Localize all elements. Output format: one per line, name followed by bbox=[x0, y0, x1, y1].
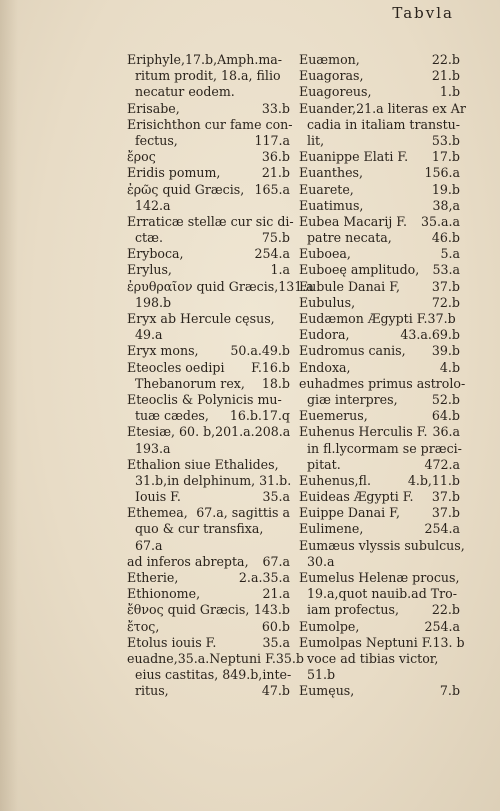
index-entry bbox=[127, 538, 290, 554]
index-entry-reference: 33.b bbox=[261, 100, 290, 116]
index-entry-reference: 35.a bbox=[262, 634, 290, 650]
index-entry bbox=[127, 441, 290, 457]
index-entry-text: Erraticæ stellæ cur sic di- bbox=[127, 213, 294, 229]
index-entry-text: 198.b bbox=[135, 294, 172, 310]
index-entry bbox=[299, 68, 460, 84]
index-entry-text: Euboeę amplitudo, bbox=[299, 262, 420, 278]
index-entry-reference: 21.b bbox=[261, 165, 290, 181]
index-entry bbox=[127, 198, 290, 214]
index-entry bbox=[127, 619, 290, 635]
index-entry bbox=[299, 634, 465, 651]
index-entry-text: voce ad tibias victor, bbox=[307, 650, 439, 666]
index-entry-text: Euboea, bbox=[299, 246, 351, 262]
index-entry bbox=[299, 262, 460, 278]
index-entry bbox=[299, 392, 460, 408]
index-entry-reference bbox=[465, 538, 469, 554]
index-entry-text: Euagoreus, bbox=[299, 84, 372, 100]
index-entry-reference: 254.a bbox=[424, 618, 460, 634]
index-entry bbox=[299, 505, 460, 521]
index-entry bbox=[127, 230, 290, 246]
index-entry bbox=[299, 100, 466, 117]
index-entry bbox=[127, 278, 314, 295]
index-entry-text: in fl.lycormam se præci- bbox=[307, 440, 462, 456]
index-entry-text: Eteocles oedipi bbox=[127, 359, 225, 375]
index-entry-text: eius castitas, 849.b,inte- bbox=[135, 667, 292, 683]
index-entry-reference bbox=[456, 311, 460, 327]
index-entry-text: Euemerus, bbox=[299, 408, 368, 424]
index-entry-text: Euhenus Herculis F. bbox=[299, 424, 428, 440]
index-entry-text: cadia in italiam transtu- bbox=[307, 116, 461, 132]
index-entry-reference bbox=[457, 586, 461, 602]
index-entry-reference: 35.a.a bbox=[420, 213, 460, 229]
index-entry-reference: 143.b bbox=[253, 602, 290, 618]
index-entry bbox=[299, 586, 460, 602]
index-entry-reference: 156.a bbox=[424, 165, 460, 181]
index-entry-reference bbox=[286, 295, 290, 311]
index-entry bbox=[127, 667, 290, 683]
index-entry-reference: 22.b bbox=[431, 52, 460, 67]
index-entry-reference: F.16.b bbox=[251, 359, 290, 375]
index-entry-reference: 17.b bbox=[431, 149, 460, 165]
index-entry-text: Eryx ab Hercule cęsus, bbox=[127, 311, 275, 326]
index-entry-reference: 36.a bbox=[432, 424, 460, 440]
index-entry bbox=[127, 101, 290, 117]
index-entry-reference: 53.b bbox=[431, 132, 460, 148]
index-entry bbox=[299, 327, 460, 343]
index-entry bbox=[299, 360, 460, 376]
index-entry-text: 31.b,in delphinum, 31.b. bbox=[135, 472, 292, 488]
index-entry-reference bbox=[286, 457, 290, 473]
index-entry-reference: 67.a bbox=[262, 553, 290, 569]
index-entry bbox=[127, 68, 290, 84]
index-entry-reference bbox=[456, 651, 460, 667]
index-entry bbox=[127, 505, 290, 521]
index-entry-reference: 117.a bbox=[254, 132, 290, 148]
index-entry-text: Eumelus Helenæ procus, bbox=[299, 570, 460, 585]
index-column-right bbox=[299, 52, 466, 700]
index-entry bbox=[299, 457, 460, 473]
index-entry bbox=[299, 182, 460, 198]
index-entry bbox=[299, 52, 460, 68]
index-entry-text: ἐρῶς quid Græcis, bbox=[127, 181, 245, 197]
index-entry bbox=[127, 554, 290, 570]
index-entry-text: Etherie, bbox=[127, 570, 179, 585]
index-entry bbox=[127, 52, 290, 68]
index-entry-text: Eriphyle,17.b,Amph.ma- bbox=[127, 52, 283, 67]
index-entry bbox=[127, 683, 290, 699]
index-entry bbox=[127, 213, 294, 230]
index-entry bbox=[299, 537, 465, 554]
index-entry-text: Euæmon, bbox=[299, 52, 360, 67]
index-entry-text: 67.a bbox=[135, 537, 163, 553]
index-entry-reference: 37.b bbox=[431, 278, 460, 294]
index-entry-reference bbox=[286, 392, 290, 408]
index-entry-reference bbox=[459, 570, 463, 586]
index-entry-reference bbox=[462, 441, 466, 457]
index-entry-reference bbox=[291, 473, 295, 489]
index-entry bbox=[299, 554, 460, 570]
index-entry bbox=[299, 246, 460, 262]
index-entry bbox=[299, 489, 460, 505]
index-entry-text: Thebanorum rex, bbox=[135, 375, 245, 391]
index-entry-reference bbox=[286, 68, 290, 84]
index-entry bbox=[299, 133, 460, 149]
index-entry-text: necatur eodem. bbox=[135, 84, 235, 100]
index-entry-reference bbox=[294, 214, 298, 230]
index-entry-reference: 67.a, sagittis a bbox=[196, 505, 290, 521]
index-entry-text: ἔθνος quid Græcis, bbox=[127, 602, 250, 618]
index-entry-reference: 50.a.49.b bbox=[230, 343, 290, 359]
index-entry bbox=[127, 473, 290, 489]
index-entry-reference bbox=[466, 101, 470, 117]
index-entry bbox=[299, 198, 460, 214]
index-entry-text: Euagoras, bbox=[299, 68, 364, 84]
index-entry-text: 142.a bbox=[135, 197, 171, 213]
index-entry-text: 193.a bbox=[135, 440, 171, 456]
index-entry-reference bbox=[456, 667, 460, 683]
index-entry bbox=[127, 149, 290, 165]
index-entry bbox=[127, 635, 290, 651]
index-entry-text: 49.a bbox=[135, 327, 163, 343]
index-entry-reference: 254.a bbox=[424, 521, 460, 537]
index-entry-reference bbox=[286, 538, 290, 554]
index-entry bbox=[299, 279, 460, 295]
index-entry-reference: 254.a bbox=[254, 246, 290, 262]
index-entry-text: euhadmes primus astrolo- bbox=[299, 375, 466, 391]
index-entry-text: Euhenus,fl. bbox=[299, 472, 371, 488]
index-entry-reference: 37.b bbox=[431, 489, 460, 505]
index-entry bbox=[299, 651, 460, 667]
index-entry-text: Erylus, bbox=[127, 262, 172, 278]
index-entry-text: euadne,35.a.Neptuni F.35.b bbox=[127, 650, 304, 666]
index-entry-text: Ethalion siue Ethalides, bbox=[127, 456, 279, 472]
index-entry-text: Eubule Danai F, bbox=[299, 278, 400, 294]
index-entry bbox=[127, 457, 290, 473]
index-entry-text: Eumæus vlyssis subulcus, bbox=[299, 537, 465, 553]
index-entry-reference bbox=[286, 198, 290, 214]
index-entry bbox=[299, 149, 460, 165]
index-entry bbox=[299, 311, 460, 327]
index-entry-text: Ethemea, bbox=[127, 505, 188, 521]
index-entry-text: patre necata, bbox=[307, 230, 392, 246]
index-entry bbox=[299, 521, 460, 537]
index-entry-text: Ethionome, bbox=[127, 586, 201, 602]
index-entry-text: Eumolpe, bbox=[299, 618, 360, 634]
index-entry bbox=[127, 262, 290, 278]
index-entry-text: 30.a bbox=[307, 553, 335, 569]
index-entry bbox=[127, 295, 290, 311]
index-entry bbox=[299, 117, 460, 133]
index-entry bbox=[127, 182, 290, 198]
index-entry bbox=[299, 295, 460, 311]
index-entry bbox=[299, 84, 460, 100]
running-header: Tabvla bbox=[392, 4, 454, 22]
index-entry bbox=[127, 360, 290, 376]
index-entry bbox=[127, 116, 293, 133]
index-entry-reference bbox=[465, 376, 469, 392]
index-entry bbox=[299, 230, 460, 246]
index-entry bbox=[127, 311, 290, 327]
index-entry-reference bbox=[286, 311, 290, 327]
index-entry-reference: 37.b bbox=[431, 505, 460, 521]
index-entry-text: Eryboca, bbox=[127, 246, 184, 262]
index-entry-reference bbox=[456, 554, 460, 570]
index-entry bbox=[127, 521, 290, 537]
index-entry-reference: 18.b bbox=[261, 375, 290, 391]
index-entry bbox=[299, 441, 460, 457]
index-entry-reference: 43.a.69.b bbox=[400, 327, 460, 343]
index-entry-reference bbox=[286, 84, 290, 100]
index-entry-reference bbox=[286, 52, 290, 68]
index-entry-reference: 1.b bbox=[439, 84, 460, 100]
index-entry-reference: 52.b bbox=[431, 391, 460, 407]
index-entry bbox=[299, 424, 460, 440]
index-entry-text: iam profectus, bbox=[307, 602, 399, 618]
index-entry bbox=[299, 343, 460, 359]
index-entry-text: ἐρυθραῖον quid Græcis,131.a bbox=[127, 278, 314, 294]
index-entry bbox=[299, 375, 466, 392]
index-entry-reference: 22.b bbox=[431, 602, 460, 618]
index-entry bbox=[127, 489, 290, 505]
index-entry-reference: 35.a bbox=[262, 489, 290, 505]
index-entry-text: ἔτος, bbox=[127, 618, 160, 634]
index-entry-text: lit, bbox=[307, 132, 325, 148]
index-entry-reference: 19.b bbox=[431, 181, 460, 197]
index-entry-text: tuæ cædes, bbox=[135, 408, 209, 424]
index-entry-text: pitat. bbox=[307, 456, 341, 472]
index-entry-reference: 4.b,11.b bbox=[407, 472, 460, 488]
index-entry-reference bbox=[460, 117, 464, 133]
index-entry bbox=[299, 570, 460, 586]
index-entry-text: ἔρος bbox=[127, 149, 156, 165]
index-entry-text: Eubulus, bbox=[299, 294, 356, 310]
index-entry-text: giæ interpres, bbox=[307, 391, 398, 407]
index-entry bbox=[127, 650, 304, 667]
index-entry-text: Erisabe, bbox=[127, 100, 180, 116]
index-entry bbox=[299, 473, 460, 489]
index-entry bbox=[127, 133, 290, 149]
index-entry-text: Etolus iouis F. bbox=[127, 634, 217, 650]
index-entry bbox=[127, 343, 290, 359]
index-entry bbox=[127, 84, 290, 100]
index-entry-reference bbox=[286, 327, 290, 343]
index-entry-reference bbox=[293, 117, 297, 133]
index-entry bbox=[299, 408, 460, 424]
index-entry-reference: 21.b bbox=[431, 68, 460, 84]
index-entry-reference: 75.b bbox=[261, 230, 290, 246]
index-entry bbox=[127, 424, 290, 440]
index-entry-reference: 2.a.35.a bbox=[238, 570, 290, 585]
index-entry-reference: 165.a bbox=[254, 181, 290, 197]
index-column-left bbox=[127, 52, 314, 700]
index-entry bbox=[299, 214, 460, 230]
index-entry-text: 19.a,quot nauib.ad Tro- bbox=[307, 586, 458, 602]
index-entry bbox=[127, 246, 290, 262]
index-entry-reference: 47.b bbox=[261, 683, 290, 699]
index-entry-text: 51.b bbox=[307, 667, 336, 683]
index-entry bbox=[299, 667, 460, 683]
index-entry-text: Euippe Danai F, bbox=[299, 505, 400, 521]
index-entry-text: fectus, bbox=[135, 132, 178, 148]
index-entry-reference: 16.b.17.q bbox=[229, 408, 290, 424]
index-entry bbox=[127, 602, 290, 618]
index-entry-reference: 1.a bbox=[270, 262, 290, 278]
index-entry-reference: 60.b bbox=[261, 618, 290, 634]
index-entry-reference: 472.a bbox=[424, 456, 460, 472]
index-entry-text: Eubea Macarij F. bbox=[299, 213, 408, 229]
index-entry-reference: 7.b bbox=[439, 683, 460, 699]
index-entry-reference: 72.b bbox=[431, 294, 460, 310]
index-entry-reference bbox=[286, 441, 290, 457]
index-entry-text: ritum prodit, 18.a, filio bbox=[135, 68, 281, 84]
index-entry-text: Eulimene, bbox=[299, 521, 364, 537]
index-entry-text: quo & cur transfixa, bbox=[135, 521, 264, 537]
index-entry bbox=[299, 165, 460, 181]
index-entry-text: ad inferos abrepta, bbox=[127, 553, 249, 569]
index-entry-reference: 53.a bbox=[432, 262, 460, 278]
index-entry-reference: 64.b bbox=[431, 408, 460, 424]
index-entry-reference bbox=[290, 424, 294, 440]
index-entry-text: Etesiæ, 60. b,201.a.208.a bbox=[127, 424, 291, 440]
index-entry-reference bbox=[286, 521, 290, 537]
index-entry-text: Euanippe Elati F. bbox=[299, 149, 409, 165]
index-entry-reference: 46.b bbox=[431, 230, 460, 246]
index-entry bbox=[127, 376, 290, 392]
index-entry bbox=[127, 570, 290, 586]
index-entry-text: ritus, bbox=[135, 683, 169, 699]
index-entry-reference: 5.a bbox=[440, 246, 460, 262]
index-entry-reference: 36.b bbox=[261, 149, 290, 165]
index-entry-text: Eumęus, bbox=[299, 683, 355, 699]
index-entry-text: Eteoclis & Polynicis mu- bbox=[127, 391, 282, 407]
index-entry-text: ctæ. bbox=[135, 230, 163, 246]
index-entry-text: Eryx mons, bbox=[127, 343, 199, 359]
index-entry-text: Euideas Ægypti F. bbox=[299, 489, 414, 505]
page-gutter-shadow bbox=[0, 0, 18, 811]
index-entry bbox=[127, 392, 290, 408]
index-entry-text: Euarete, bbox=[299, 181, 354, 197]
index-entry-reference: 38,a bbox=[432, 197, 460, 213]
index-entry-reference: 21.a bbox=[262, 586, 290, 602]
index-entry-text: Eridis pomum, bbox=[127, 165, 221, 181]
index-entry-text: Eumolpas Neptuni F.13. b bbox=[299, 634, 465, 650]
index-entry-text: Euander,21.a literas ex Ar bbox=[299, 100, 466, 116]
index-entry-reference: 39.b bbox=[431, 343, 460, 359]
index-entry-text: Euatimus, bbox=[299, 197, 364, 213]
index-entry-text: Iouis F. bbox=[135, 489, 181, 505]
index-entry-text: Eudromus canis, bbox=[299, 343, 406, 359]
index-entry bbox=[299, 602, 460, 618]
index-entry-reference: 4.b bbox=[439, 359, 460, 375]
index-entry bbox=[127, 327, 290, 343]
index-entry-reference bbox=[465, 635, 469, 651]
index-entry bbox=[127, 165, 290, 181]
index-entry-text: Eudæmon Ægypti F.37.b bbox=[299, 311, 456, 326]
index-entry-text: Euanthes, bbox=[299, 165, 364, 181]
index-entry-text: Erisichthon cur fame con- bbox=[127, 116, 293, 132]
index-entry-text: Endoxa, bbox=[299, 359, 351, 375]
index-entry-text: Eudora, bbox=[299, 327, 350, 343]
index-entry bbox=[127, 586, 290, 602]
index-entry bbox=[299, 683, 460, 699]
index-entry bbox=[127, 408, 290, 424]
index-entry bbox=[299, 619, 460, 635]
index-entry-reference bbox=[291, 667, 295, 683]
